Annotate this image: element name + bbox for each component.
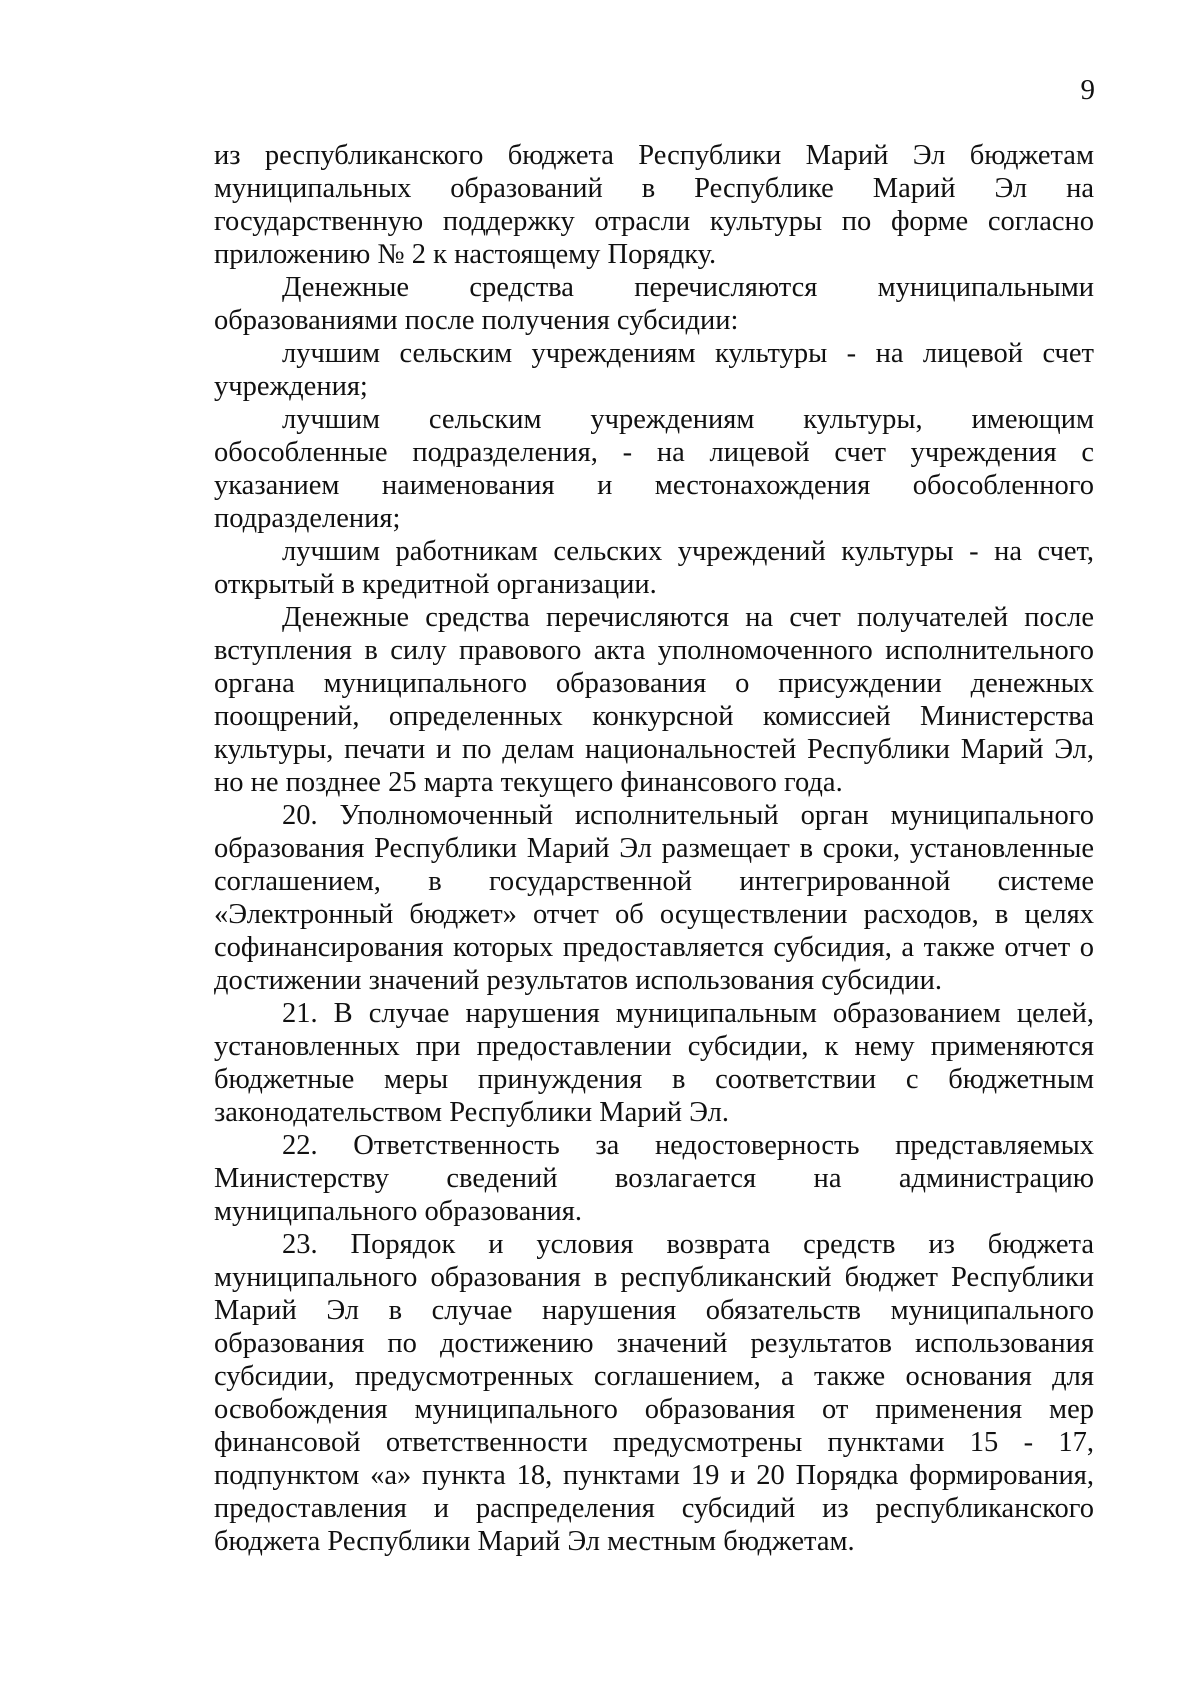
paragraph-funds-to-recipients: Денежные средства перечисляются на счет получателей после вступления в силу правового акта уполномоченного исполнительного органа муниципального образования о присуждении денежных поощрений, определенных конкурсной комиссией Министерства культуры, печати и по делам национальностей Республики Марий Эл, но не позднее 25 марта текущего финансового года. <box>214 602 1094 798</box>
paragraph-item-23: 23. Порядок и условия возврата средств из бюджета муниципального образования в республиканский бюджет Республики Марий Эл в случае нарушения обязательств муниципального образования по достижению значений результатов использования субсидии, предусмотренных соглашением, а также основания для освобождения муниципального образования от применения мер финансовой ответственности предусмотрены пунктами 15 - 17, подпунктом «а» пункта 18, пунктами 19 и 20 Порядка формирования, предоставления и распределения субсидий из республиканского бюджета Республики Марий Эл местным бюджетам. <box>214 1229 1094 1557</box>
document-body <box>214 139 1094 1558</box>
paragraph-institutions-with-subdivisions: лучшим сельским учреждениям культуры, имеющим обособленные подразделения, - на лицевой счет учреждения с указанием наименования и местонахождения обособленного подразделения; <box>214 404 1094 534</box>
paragraph-continuation: из республиканского бюджета Республики Марий Эл бюджетам муниципальных образований в Республике Марий Эл на государственную поддержку отрасли культуры по форме согласно приложению № 2 к настоящему Порядку. <box>214 140 1094 270</box>
paragraph-item-20: 20. Уполномоченный исполнительный орган муниципального образования Республики Марий Эл размещает в сроки, установленные соглашением, в государственной интегрированной системе «Электронный бюджет» отчет об осуществлении расходов, в целях софинансирования которых предоставляется субсидия, а также отчет о достижении значений результатов использования субсидии. <box>214 800 1094 996</box>
paragraph-item-22: 22. Ответственность за недостоверность представляемых Министерству сведений возлагается на администрацию муниципального образования. <box>214 1130 1094 1227</box>
paragraph-best-workers: лучшим работникам сельских учреждений культуры - на счет, открытый в кредитной организации. <box>214 536 1094 600</box>
page-number: 9 <box>1080 74 1095 106</box>
paragraph-item-21: 21. В случае нарушения муниципальным образованием целей, установленных при предоставлении субсидии, к нему применяются бюджетные меры принуждения в соответствии с бюджетным законодательством Республики Марий Эл. <box>214 998 1094 1128</box>
paragraph-best-institutions: лучшим сельским учреждениям культуры - на лицевой счет учреждения; <box>214 338 1094 402</box>
paragraph-funds-transfer: Денежные средства перечисляются муниципальными образованиями после получения субсидии: <box>214 272 1094 336</box>
